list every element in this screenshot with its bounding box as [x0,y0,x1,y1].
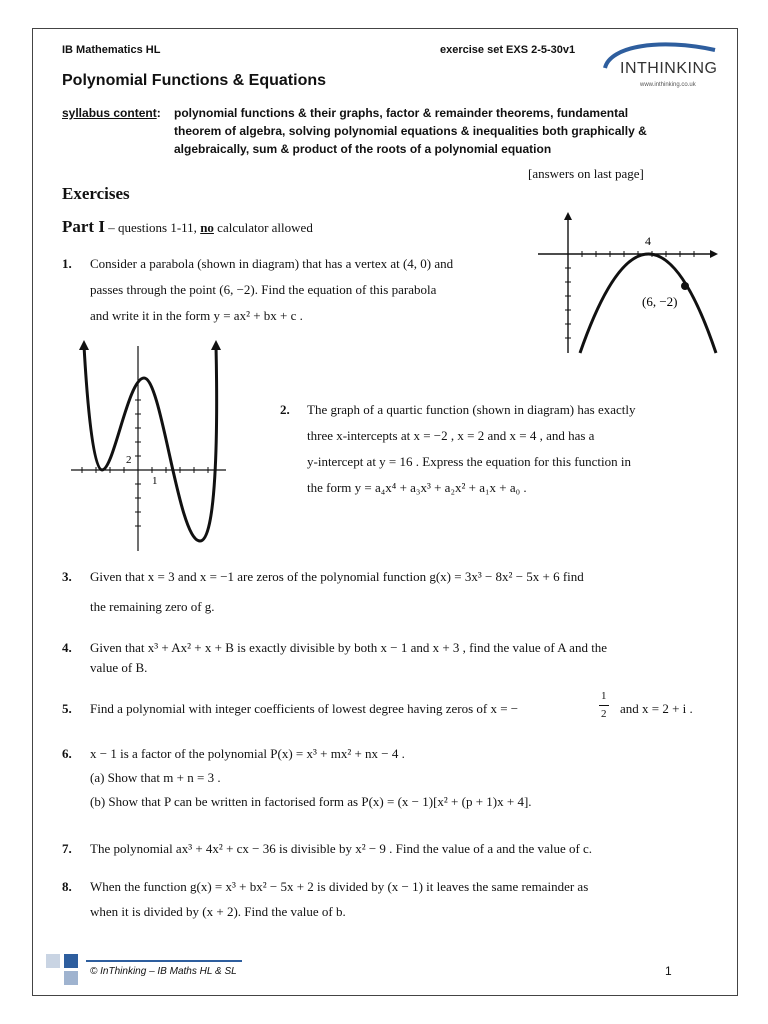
quartic-x-label: 1 [152,475,158,487]
page-number: 1 [665,964,672,978]
question-2-line-4: the form y = a₄x⁴ + a₃x³ + a₂x² + a₁x + a₀ . [307,480,527,495]
answers-note: [answers on last page] [528,166,644,181]
question-8-line-2: when it is divided by (x + 2). Find the value of b. [90,904,346,919]
part-name: Part I [62,217,105,236]
quartic-y-label: 2 [126,454,132,466]
question-3-line-1: Given that x = 3 and x = −1 are zeros of the polynomial function g(x) = 3x³ − 8x² − 5x + 6 find [90,569,584,584]
footer-rule [86,960,242,962]
question-1-line-1: Consider a parabola (shown in diagram) that has a vertex at (4, 0) and [90,256,454,271]
question-5-fraction-numerator: 1 [601,690,607,702]
question-7-number: 7. [62,841,72,856]
point-label: (6, −2) [642,294,678,309]
logo-url: www.inthinking.co.uk [640,82,696,88]
question-3-line-2: the remaining zero of g. [90,599,215,614]
syllabus-line-1: polynomial functions & their graphs, factor & remainder theorems, fundamental [174,106,629,120]
part-rest: calculator allowed [213,220,313,235]
question-4-line-1: Given that x³ + Ax² + x + B is exactly divisible by both x − 1 and x + 3 , find the value of A and the [90,640,608,655]
syllabus-line-3: algebraically, sum & product of the roots of a polynomial equation [174,142,552,156]
syllabus-colon: : [156,106,161,120]
footer-text: © InThinking – IB Maths HL & SL [90,966,237,977]
question-2-line-2: three x-intercepts at x = −2 , x = 2 and x = 4 , and has a [307,428,595,443]
question-5-fraction-bar [599,705,609,706]
vertex-label: 4 [645,234,651,248]
question-2-number: 2. [280,402,290,417]
question-6-line-1: x − 1 is a factor of the polynomial P(x) = x³ + mx² + nx − 4 . [90,746,405,761]
part-heading [62,217,313,237]
question-8-number: 8. [62,879,72,894]
question-3-number: 3. [62,569,72,584]
part-no: no [200,220,214,235]
exercises-heading: Exercises [62,184,130,203]
syllabus-line-2: theorem of algebra, solving polynomial equations & inequalities both graphically & [174,124,647,138]
parabola-diagram [530,208,720,358]
question-8-line-1: When the function g(x) = x³ + bx² − 5x + 2 is divided by (x − 1) it leaves the same remainder as [90,879,589,894]
question-7-line-1: The polynomial ax³ + 4x² + cx − 36 is divisible by x² − 9 . Find the value of a and the value of c. [90,841,593,856]
page-title: Polynomial Functions & Equations [62,72,327,89]
question-1-line-3: and write it in the form y = ax² + bx + c . [90,308,303,323]
question-4-line-2: value of B. [90,660,148,675]
logo-text: INTHINKING [620,60,718,77]
footer-squares-icon [46,952,86,986]
question-5-line-1a: Find a polynomial with integer coefficients of lowest degree having zeros of x = − [90,701,519,716]
exercise-set-label: exercise set EXS 2-5-30v1 [440,44,576,56]
inthinking-logo [600,38,720,96]
part-dash: – questions 1-11, [104,220,201,235]
course-label: IB Mathematics HL [62,44,161,56]
question-2-line-1: The graph of a quartic function (shown in diagram) has exactly [307,402,636,417]
question-5-line-1b: and x = 2 + i . [620,701,693,716]
question-6-number: 6. [62,746,72,761]
question-6-part-a: (a) Show that m + n = 3 . [90,770,221,785]
syllabus-label: syllabus content [62,106,157,120]
quartic-diagram [66,336,246,556]
question-1-line-2: passes through the point (6, −2). Find the equation of this parabola [90,282,437,297]
question-5-number: 5. [62,701,72,716]
question-5-fraction-denominator: 2 [601,708,607,720]
question-4-number: 4. [62,640,72,655]
question-2-line-3: y-intercept at y = 16 . Express the equation for this function in [307,454,631,469]
question-6-part-b: (b) Show that P can be written in factorised form as P(x) = (x − 1)[x² + (p + 1)x + 4]. [90,794,532,809]
question-1-number: 1. [62,256,72,271]
